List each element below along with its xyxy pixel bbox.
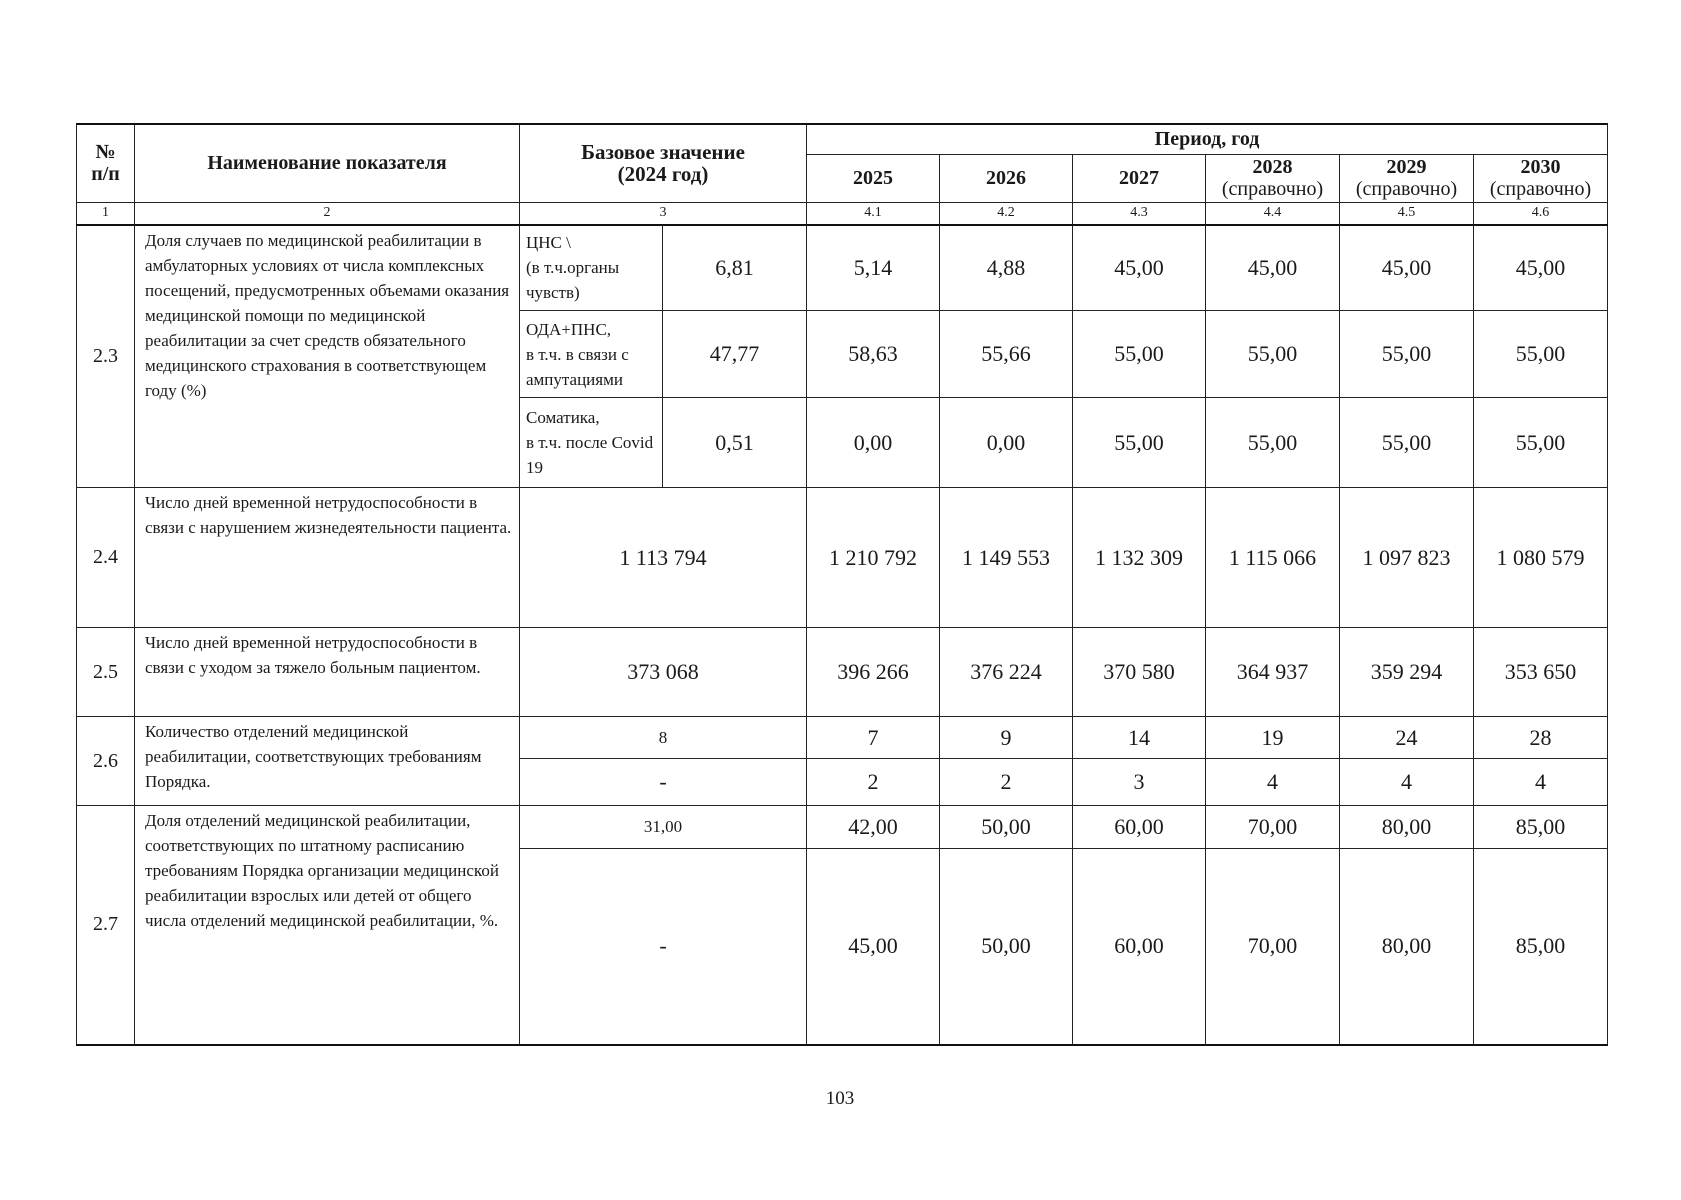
header-year: 2026 [940,154,1073,202]
sub-category: Соматика, в т.ч. после Covid 19 [520,398,663,488]
value-cell: 45,00 [1474,225,1608,311]
value-cell: 55,00 [1474,398,1608,488]
value-cell: 14 [1073,717,1206,759]
value-cell: 2 [940,759,1073,806]
header-year: 2028 (справочно) [1206,154,1340,202]
value-cell: 1 149 553 [940,488,1073,628]
value-cell: 55,00 [1206,311,1340,398]
base-value: 8 [520,717,807,759]
value-cell: 28 [1474,717,1608,759]
value-cell: 58,63 [807,311,940,398]
table-row [77,628,1608,717]
table-row [77,806,1608,849]
page-number: 103 [825,1088,855,1109]
value-cell: 4 [1340,759,1474,806]
indicator-name: Доля случаев по медицинской реабилитации в амбулаторных условиях от числа комплексных посещений, предусмотренных объемами оказания медицинской помощи по медицинской реабилитации за счет средств обязательного медицинского страхования в соответствующем году (%) [135,225,520,488]
column-numbering-row [77,202,1608,225]
value-cell: 4,88 [940,225,1073,311]
value-cell: 80,00 [1340,806,1474,849]
col-number: 4.2 [940,202,1073,225]
col-number: 4.1 [807,202,940,225]
header-year: 2027 [1073,154,1206,202]
base-value: 373 068 [520,628,807,717]
header-period: Период, год [807,124,1608,154]
value-cell: 1 132 309 [1073,488,1206,628]
value-cell: 2 [807,759,940,806]
value-cell: 9 [940,717,1073,759]
value-cell: 45,00 [807,849,940,1045]
indicator-name: Доля отделений медицинской реабилитации, соответствующих по штатному расписанию требованиям Порядка организации медицинской реабилитации взрослых или детей от общего числа отделений медицинской реабилитации, %. [135,806,520,1045]
value-cell: 19 [1206,717,1340,759]
header-year: 2029 (справочно) [1340,154,1474,202]
table-row [77,225,1608,311]
value-cell: 364 937 [1206,628,1340,717]
value-cell: 45,00 [1206,225,1340,311]
value-cell: 5,14 [807,225,940,311]
value-cell: 50,00 [940,849,1073,1045]
base-value: 47,77 [663,311,807,398]
header-base: Базовое значение (2024 год) [520,124,807,202]
indicators-table [76,123,1608,1046]
header-row-1 [77,124,1608,154]
header-name: Наименование показателя [135,124,520,202]
value-cell: 55,00 [1474,311,1608,398]
value-cell: 55,00 [1073,311,1206,398]
col-number: 1 [77,202,135,225]
base-value: 1 113 794 [520,488,807,628]
value-cell: 42,00 [807,806,940,849]
value-cell: 55,00 [1073,398,1206,488]
value-cell: 1 080 579 [1474,488,1608,628]
value-cell: 80,00 [1340,849,1474,1045]
base-value: - [520,849,807,1045]
col-number: 4.6 [1474,202,1608,225]
base-value: 6,81 [663,225,807,311]
col-number: 2 [135,202,520,225]
value-cell: 55,00 [1340,398,1474,488]
value-cell: 396 266 [807,628,940,717]
table-row [77,717,1608,759]
value-cell: 359 294 [1340,628,1474,717]
value-cell: 1 115 066 [1206,488,1340,628]
value-cell: 55,00 [1206,398,1340,488]
row-number: 2.5 [77,628,135,717]
base-value: 31,00 [520,806,807,849]
row-number: 2.6 [77,717,135,806]
indicator-name: Число дней временной нетрудоспособности в связи с нарушением жизнедеятельности пациента. [135,488,520,628]
value-cell: 60,00 [1073,806,1206,849]
row-number: 2.3 [77,225,135,488]
col-number: 4.3 [1073,202,1206,225]
value-cell: 70,00 [1206,806,1340,849]
value-cell: 60,00 [1073,849,1206,1045]
value-cell: 4 [1206,759,1340,806]
col-number: 4.4 [1206,202,1340,225]
table-row [77,488,1608,628]
value-cell: 1 097 823 [1340,488,1474,628]
header-num: № п/п [77,124,135,202]
value-cell: 55,00 [1340,311,1474,398]
value-cell: 85,00 [1474,849,1608,1045]
value-cell: 50,00 [940,806,1073,849]
indicator-name: Число дней временной нетрудоспособности в связи с уходом за тяжело больным пациентом. [135,628,520,717]
sub-category: ЦНС \ (в т.ч.органы чувств) [520,225,663,311]
value-cell: 45,00 [1073,225,1206,311]
header-year: 2030 (справочно) [1474,154,1608,202]
header-year: 2025 [807,154,940,202]
value-cell: 0,00 [807,398,940,488]
value-cell: 0,00 [940,398,1073,488]
value-cell: 24 [1340,717,1474,759]
row-number: 2.4 [77,488,135,628]
base-value: - [520,759,807,806]
value-cell: 4 [1474,759,1608,806]
value-cell: 85,00 [1474,806,1608,849]
value-cell: 45,00 [1340,225,1474,311]
value-cell: 1 210 792 [807,488,940,628]
value-cell: 3 [1073,759,1206,806]
base-value: 0,51 [663,398,807,488]
col-number: 3 [520,202,807,225]
value-cell: 70,00 [1206,849,1340,1045]
value-cell: 370 580 [1073,628,1206,717]
value-cell: 376 224 [940,628,1073,717]
value-cell: 55,66 [940,311,1073,398]
sub-category: ОДА+ПНС, в т.ч. в связи с ампутациями [520,311,663,398]
indicator-name: Количество отделений медицинской реабилитации, соответствующих требованиям Порядка. [135,717,520,806]
value-cell: 7 [807,717,940,759]
row-number: 2.7 [77,806,135,1045]
value-cell: 353 650 [1474,628,1608,717]
col-number: 4.5 [1340,202,1474,225]
